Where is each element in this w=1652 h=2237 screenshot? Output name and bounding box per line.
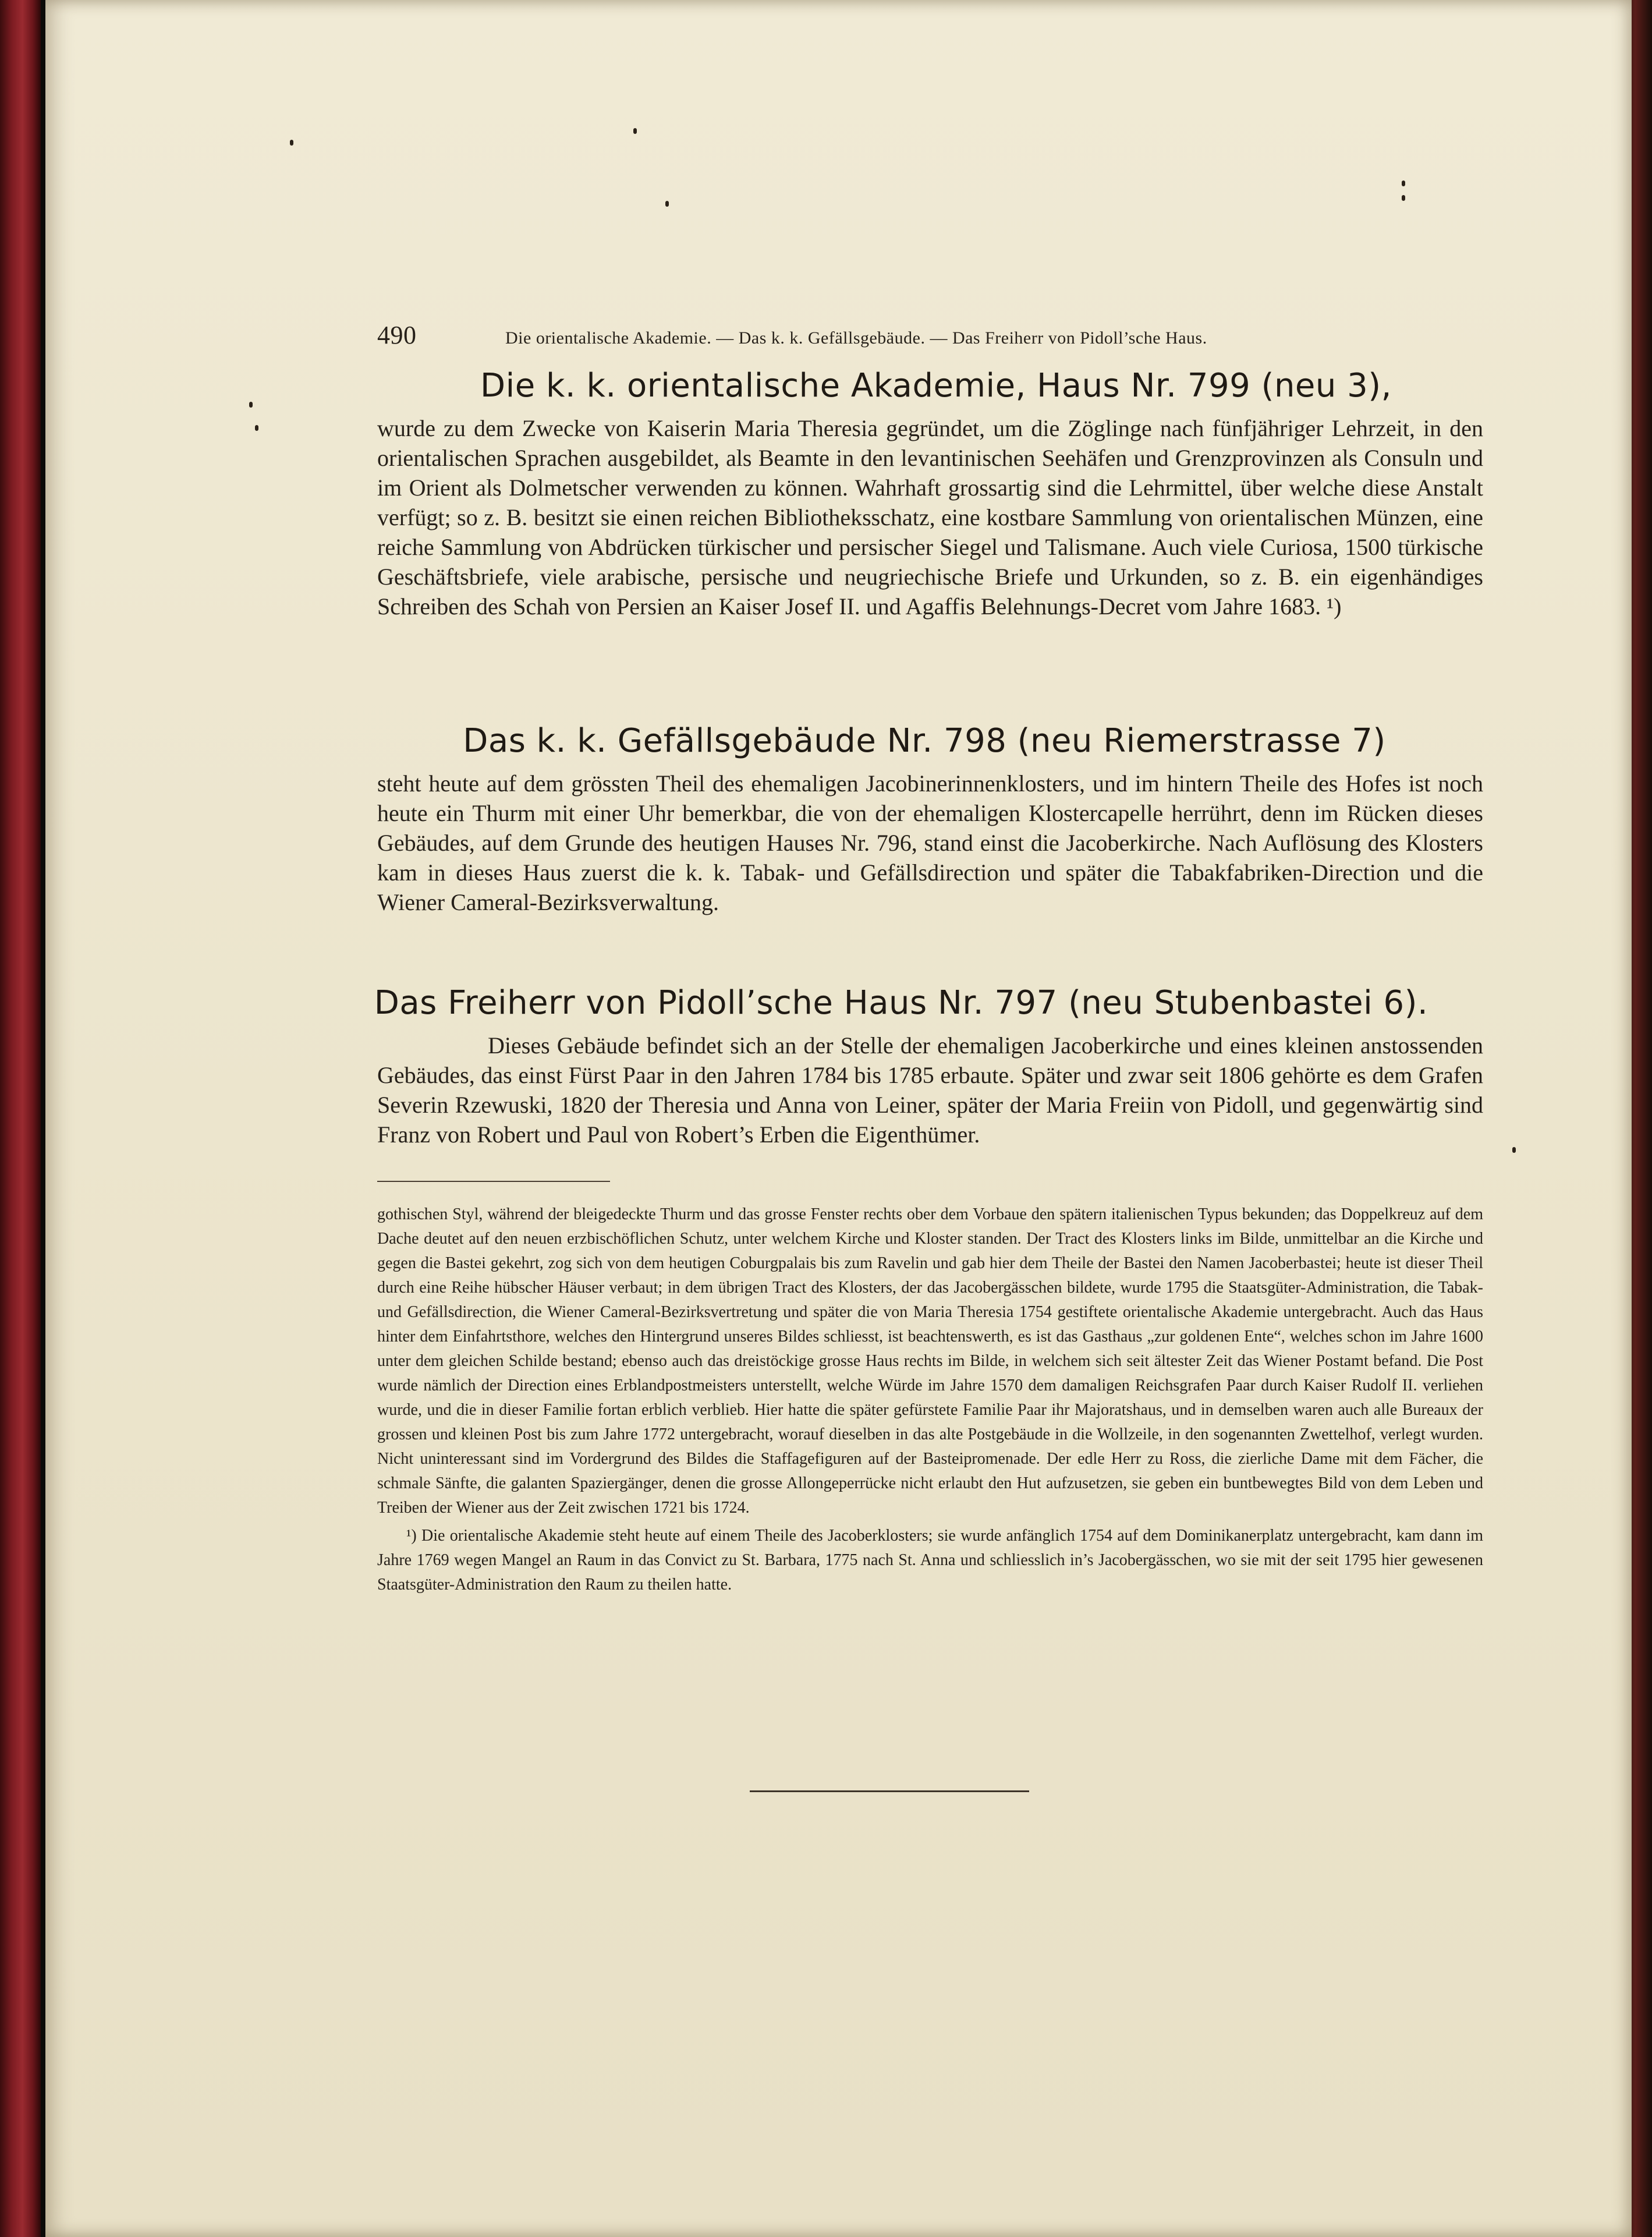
section-text-akademie bbox=[377, 413, 1483, 621]
book-binding bbox=[0, 0, 41, 2237]
end-ornament-rule bbox=[750, 1790, 1029, 1792]
section-title-akademie: Die k. k. orientalische Akademie, Haus Nr. 799 (neu 3), bbox=[480, 367, 1392, 405]
section-title-gefaellsgebaeude: Das k. k. Gefällsgebäude Nr. 798 (neu Riemerstrasse 7) bbox=[463, 722, 1386, 760]
footnotes bbox=[377, 1202, 1483, 1597]
section-title-pidoll-haus: Das Freiherr von Pidoll’sche Haus Nr. 797 (neu Stubenbastei 6). bbox=[374, 984, 1428, 1022]
running-title: Die orientalische Akademie. — Das k. k. Gefällsgebäude. — Das Freiherr von Pidoll’sche Haus. bbox=[505, 328, 1207, 348]
paragraph: Dieses Gebäude befindet sich an der Stelle der ehemaligen Jacoberkirche und eines kleinen anstossenden Gebäudes, das einst Fürst Paar in den Jahren 1784 bis 1785 erbaute. Später und zwar seit 1806 gehörte es dem Grafen Severin Rzewuski, 1820 der Theresia und Anna von Leiner, später der Maria Freiin von Pidoll, und gegenwärtig sind Franz von Robert und Paul von Robert’s Erben die Eigenthümer. bbox=[377, 1032, 1483, 1148]
paragraph: wurde zu dem Zwecke von Kaiserin Maria Theresia gegründet, um die Zöglinge nach fünfjähriger Lehrzeit, in den orientalischen Sprachen ausgebildet, als Beamte in den levantinischen Seehäfen und Grenzprovinzen als Consuln und im Orient als Dolmetscher verwenden zu können. Wahrhaft grossartig sind die Lehrmittel, über welche diese Anstalt verfügt; so z. B. besitzt sie einen reichen Bibliotheksschatz, eine kostbare Sammlung von orientalischen Münzen, eine reiche Sammlung von Abdrücken türkischer und persischer Siegel und Talismane. Auch viele Curiosa, 1500 türkische Geschäftsbriefe, viele arabische, persische und neugriechische Briefe und Urkunden, so z. B. ein eigenhändiges Schreiben des Schah von Persien an Kaiser Josef II. und Agaffis Belehnungs-Decret vom Jahre 1683. ¹) bbox=[377, 415, 1483, 620]
footnote-1: ¹) Die orientalische Akademie steht heute auf einem Theile des Jacoberklosters; sie wurde anfänglich 1754 auf dem Dominikanerplatz untergebracht, kam dann im Jahre 1769 wegen Mangel an Raum in das Convict zu St. Barbara, 1775 nach St. Anna und schliesslich in’s Jacobergässchen, wo sie mit der seit 1795 hier gewesenen Staatsgüter-Administration den Raum zu theilen hatte. bbox=[377, 1527, 1483, 1594]
paragraph: steht heute auf dem grössten Theil des ehemaligen Jacobinerinnenklosters, und im hintern Theile des Hofes ist noch heute ein Thurm mit einer Uhr bemerkbar, die von der ehemaligen Klostercapelle herrührt, denn im Rücken dieses Gebäudes, auf dem Grunde des heutigen Hauses Nr. 796, stand einst die Jacoberkirche. Nach Auflösung des Klosters kam in dieses Haus zuerst die k. k. Tabak- und Gefällsdirection und später die Tabakfabriken-Direction und die Wiener Cameral-Bezirksverwaltung. bbox=[377, 770, 1483, 915]
running-head bbox=[331, 314, 1489, 355]
section-text-pidoll-haus bbox=[377, 1031, 1483, 1149]
page-number: 490 bbox=[377, 321, 417, 349]
book-page bbox=[45, 0, 1632, 2237]
footnote-continued: gothischen Styl, während der bleigedeckte Thurm und das grosse Fenster rechts ober dem Vorbaue den spätern italienischen Typus bekunden; das Doppelkreuz auf dem Dache deutet auf den neuen erzbischöflichen Schutz, unter welchem Kirche und Kloster standen. Der Tract des Klosters links im Bilde, unmittelbar an die Kirche und gegen die Bastei gekehrt, zog sich von dem heutigen Coburgpalais bis zum Ravelin und gab hier dem Theile der Bastei den Namen Jacoberbastei; heute ist dieser Theil durch eine Reihe hübscher Häuser verbaut; in dem übrigen Tract des Klosters, der das Jacobergässchen bildete, wurde 1795 die Staatsgüter-Administration, die Tabak- und Gefällsdirection, die Wiener Cameral-Bezirksvertretung und später die von Maria Theresia 1754 gestiftete orientalische Akademie untergebracht. Auch das Haus hinter dem Einfahrtsthore, welches den Hintergrund unseres Bildes schliesst, ist beachtenswerth, es ist das Gasthaus „zur goldenen Ente“, welches schon im Jahre 1600 unter dem gleichen Schilde bestand; ebenso auch das dreistöckige grosse Haus rechts im Bilde, in welchem sich seit ältester Zeit das Wiener Postamt befand. Die Post wurde nämlich der Direction eines Erblandpostmeisters unterstellt, welche Würde im Jahre 1570 dem damaligen Reichsgrafen Paar durch Kaiser Rudolf II. verliehen wurde, und die in dieser Familie fortan erblich verblieb. Hier hatte die später gefürstete Familie Paar ihr Majoratshaus, und in demselben waren auch alle Bureaux der grossen und kleinen Post bis zum Jahre 1772 untergebracht, worauf dieselben in das alte Postgebäude in die Wollzeile, in den sogenannten Zwettelhof, verlegt wurden. Nicht uninteressant sind im Vordergrund des Bildes die Staffagefiguren auf der Basteipromenade. Der edle Herr zu Ross, die zierliche Dame mit dem Fächer, die schmale Sänfte, die galanten Spaziergänger, denen die grosse Allongeperrücke nicht erlaubt den Hut aufzusetzen, sie geben ein buntbewegtes Bild von dem Leben und Treiben der Wiener aus der Zeit zwischen 1721 bis 1724. bbox=[377, 1205, 1483, 1517]
section-text-gefaellsgebaeude bbox=[377, 769, 1483, 917]
footnote-divider bbox=[377, 1181, 610, 1182]
